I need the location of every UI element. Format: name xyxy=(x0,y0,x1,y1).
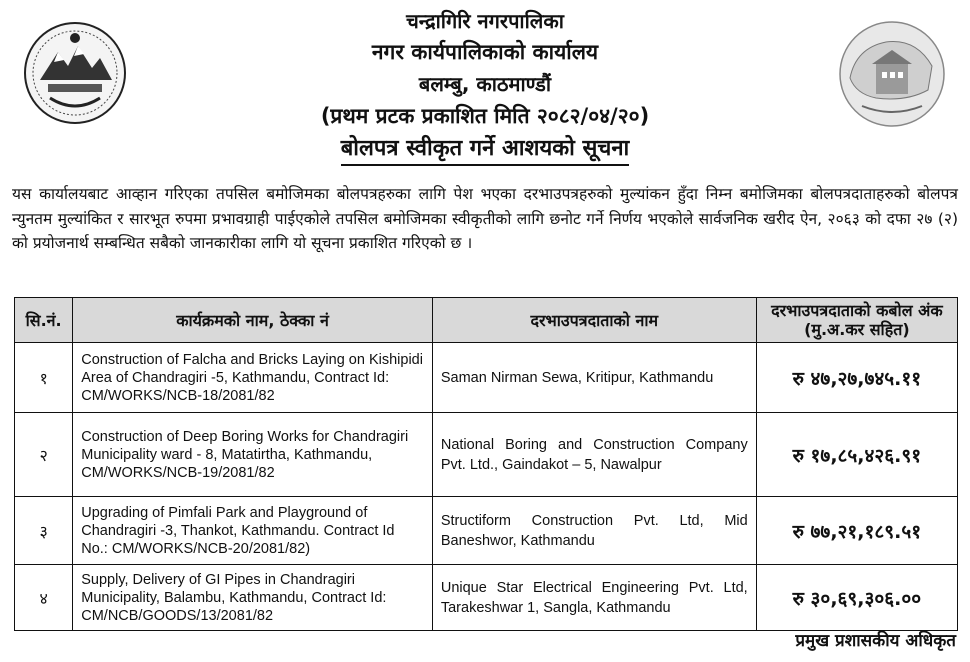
table-row xyxy=(15,497,958,565)
row-sn: २ xyxy=(15,413,73,497)
row-work: Supply, Delivery of GI Pipes in Chandragiri Municipality, Balambu, Kathmandu, Contract Id: CM/NCB/GOODS/13/2081/82 xyxy=(73,565,433,631)
intro-paragraph: यस कार्यालयबाट आव्हान गरिएका तपसिल बमोजिमका बोलपत्रहरुका लागि पेश भएका दरभाउपत्रहरुको मुल्यांकन हुँदा निम्न बमोजिमका बोलपत्रदाताहरुको बोलपत्र न्युनतम मुल्यांकित र सारभूत रुपमा प्रभावग्राही पाईएकोले तपसिल बमोजिमका स्वीकृतीको लागि छनोट गर्ने निर्णय भएकोले सार्वजनिक खरीद ऐन, २०६३ को दफा २७ (२) को प्रयोजनार्थ सम्बन्धित सबैको जानकारीका लागि यो सूचना प्रकाशित गरिएको छ । xyxy=(12,185,958,252)
table-row xyxy=(15,565,958,631)
office-address: बलम्बु, काठमाण्डौं xyxy=(418,72,552,96)
notice-header xyxy=(180,6,790,166)
row-bidder: Structiform Construction Pvt. Ltd, Mid Baneshwor, Kathmandu xyxy=(432,497,756,565)
office-name: नगर कार्यपालिकाको कार्यालय xyxy=(371,40,599,64)
row-sn: ४ xyxy=(15,565,73,631)
notice-title: बोलपत्र स्वीकृत गर्ने आशयको सूचना xyxy=(341,134,630,166)
row-amount: रु ७७,२१,१८९.५१ xyxy=(756,497,957,565)
header-amount: दरभाउपत्रदाताको कबोल अंक (मु.अ.कर सहित) xyxy=(756,298,957,343)
row-bidder: Unique Star Electrical Engineering Pvt. Ltd, Tarakeshwar 1, Sangla, Kathmandu xyxy=(432,565,756,631)
header-work: कार्यक्रमको नाम, ठेक्का नं xyxy=(73,298,433,343)
row-work: Construction of Falcha and Bricks Laying on Kishipidi Area of Chandragiri -5, Kathmandu, Contract Id: CM/WORKS/NCB-18/2081/82 xyxy=(73,343,433,413)
signatory-title: प्रमुख प्रशासकीय अधिकृत xyxy=(795,631,956,651)
header-sn: सि.नं. xyxy=(15,298,73,343)
municipality-name: चन्द्रागिरि नगरपालिका xyxy=(406,9,564,33)
chandragiri-municipality-logo xyxy=(836,18,948,130)
row-amount: रु १७,८५,४२६.९१ xyxy=(756,413,957,497)
row-sn: १ xyxy=(15,343,73,413)
header-bidder: दरभाउपत्रदाताको नाम xyxy=(432,298,756,343)
bid-acceptance-table xyxy=(14,297,958,631)
row-bidder: National Boring and Construction Company Pvt. Ltd., Gaindakot – 5, Nawalpur xyxy=(432,413,756,497)
row-sn: ३ xyxy=(15,497,73,565)
publish-date: (प्रथम प्रटक प्रकाशित मिति २०८२/०४/२०) xyxy=(320,104,650,128)
row-amount: रु ४७,२७,७४५.११ xyxy=(756,343,957,413)
row-bidder: Saman Nirman Sewa, Kritipur, Kathmandu xyxy=(432,343,756,413)
table-row xyxy=(15,413,958,497)
row-work: Construction of Deep Boring Works for Chandragiri Municipality ward - 8, Matatirtha, Kathmandu, CM/WORKS/NCB-19/2081/82 xyxy=(73,413,433,497)
row-work: Upgrading of Pimfali Park and Playground of Chandragiri -3, Thankot, Kathmandu. Contract Id No.: CM/WORKS/NCB-20/2081/82) xyxy=(73,497,433,565)
table-row xyxy=(15,343,958,413)
nepal-emblem-logo xyxy=(20,18,130,128)
table-header-row xyxy=(15,298,958,343)
row-amount: रु ३०,६९,३०६.०० xyxy=(756,565,957,631)
